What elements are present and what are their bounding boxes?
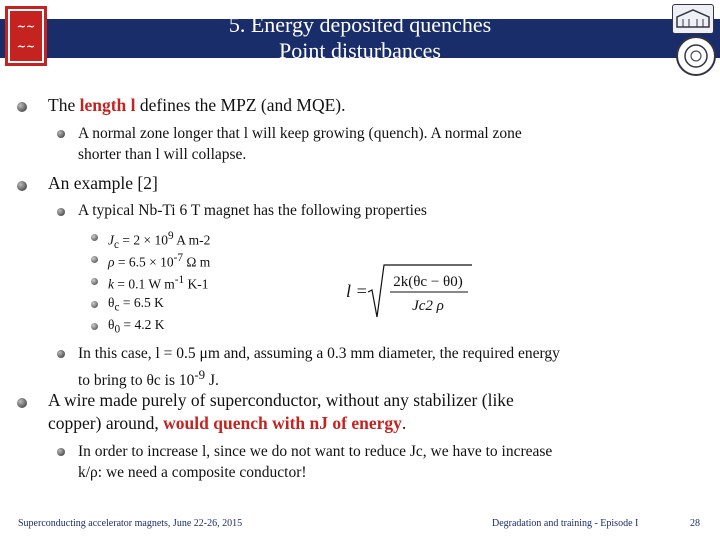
bullet-icon [91,234,98,241]
svg-text:~~: ~~ [16,40,36,53]
bullet-icon [57,130,65,138]
building-logo [672,4,714,34]
slide-title [70,12,650,58]
page-number: 28 [690,518,700,529]
highlight-quench: would quench with nJ of energy [163,413,402,433]
bullet-example: An example [2] [48,173,158,193]
property-rho: $\rho = 6.5 \times 10^{-7}$ Ω m [108,252,211,270]
bullet-icon [17,181,27,191]
svg-text:~~: ~~ [16,20,36,33]
bullet-icon [57,208,65,216]
property-theta-0: $\theta_0 = 4.2$ K [108,317,165,336]
bullet-text: to bring to θc is $10^{-9}$ J. [78,367,219,390]
bullet-icon [91,256,98,263]
bullet-normal-zone [78,123,522,165]
footer-episode: Degradation and training - Episode I [492,518,639,529]
formula-lhs: l = [346,281,368,301]
bullet-icon [57,448,65,456]
bullet-text: shorter than l will collapse. [78,146,247,163]
bullet-text: defines the MPZ (and MQE). [135,95,346,115]
bullet-pure-superconductor [48,389,514,435]
bullet-text: copper) around, would quench with nJ of energy. [48,413,407,433]
bullet-icon [91,278,98,285]
bullet-icon [91,323,98,330]
slide-title-line1: 5. Energy deposited quenches [228,12,492,37]
slide-header [0,0,720,66]
bullet-text: A normal zone longer that l will keep growing (quench). A normal zone [78,125,522,142]
institute-logo [5,6,47,66]
bullet-composite [78,441,552,483]
bullet-icon [17,102,27,112]
bullet-text: k/ρ: we need a composite conductor! [78,464,307,481]
bullet-this-case [78,343,560,391]
property-jc: $J_c = 2 \times 10^9$ A m-2 [108,230,211,252]
bullet-text: In order to increase l, since we do not want to reduce Jc, we have to increase [78,443,553,460]
bullet-mpz [48,94,345,117]
bullet-icon [57,350,65,358]
bullet-text: In this case, l = 0.5 μm and, assuming a 0.3 mm diameter, the required energy [78,345,560,362]
formula-numerator: 2k(θc − θ0) [393,274,463,290]
bullet-icon [91,301,98,308]
bullet-text: The [48,95,80,115]
highlight-length: length l [79,95,136,115]
formula-denominator: Jc2 ρ [412,298,444,314]
cern-logo [676,36,716,76]
bullet-icon [17,398,27,408]
bullet-text: A wire made purely of superconductor, without any stabilizer (like [48,390,514,410]
bullet-magnet: A typical Nb-Ti 6 T magnet has the following properties [78,202,427,219]
property-theta-c: $\theta_c = 6.5$ K [108,295,164,314]
property-k: k = 0.1 W $m^{-1}$ K-1 [108,274,209,292]
mpz-length-formula [340,262,475,322]
footer-course: Superconducting accelerator magnets, June 22-26, 2015 [18,518,243,529]
slide-title-line2: Point disturbances [279,38,441,58]
